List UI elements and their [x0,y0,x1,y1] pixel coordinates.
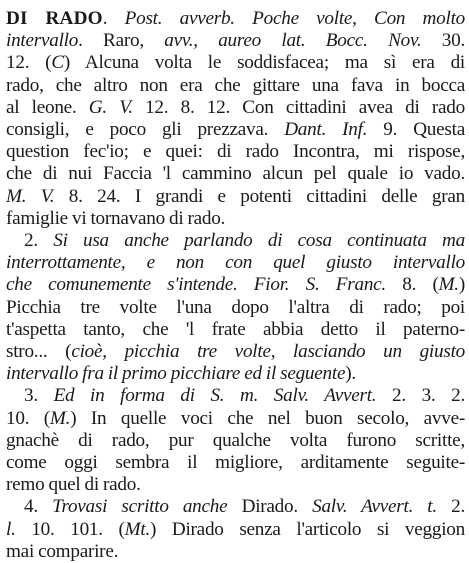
text-segment: stro... ( [6,341,72,363]
italic-segment: intervallo [6,30,79,52]
headword: DI RADO [6,8,103,29]
text-segment: remo quel di rado. [6,474,141,496]
text-line [6,541,465,563]
text-segment: 8. 24. I grandi e potenti cittadini delle gran [54,185,465,207]
text-segment: 12. ( [6,52,52,74]
text-line [6,341,465,363]
italic-segment: Post. avverb. Poche volte, Con molto [124,8,466,29]
italic-segment: che comunemente s'intende. Fior. S. Franc. [6,274,386,296]
text-line [6,141,465,163]
italic-segment: M. [49,407,71,429]
text-segment: 4. [24,496,53,518]
text-line [6,8,465,30]
italic-segment: l. [6,518,16,540]
text-line [6,430,465,452]
italic-segment: G. V. [88,96,133,118]
italic-segment: C [51,52,64,74]
text-line [6,75,465,97]
italic-segment: Ed in forma di S. m. Salv. Avvert. [53,385,377,407]
text-segment: ) Alcuna volta le soddisfacea; ma sì era di [63,52,465,74]
text-segment: question fec'io; e quei: di rado Incontra, mi rispose, [6,141,465,163]
italic-segment: intervallo fra il primo picchiare ed il seguente [6,363,346,385]
italic-segment: Dant. Inf. [284,119,368,141]
italic-segment: M. V. [6,185,55,207]
text-line [6,385,465,407]
text-segment: . Raro, [78,30,165,52]
text-line [6,252,465,274]
italic-segment: interrottamente, e non con quel giusto intervallo [6,252,465,274]
text-segment: . [102,8,125,29]
text-segment: al leone. [6,96,89,118]
text-segment: Picchia tre volte l'una dopo l'altra di rado; poi [6,296,465,318]
text-line [6,408,465,430]
text-segment: come oggi sembra il migliore, arditamente seguite- [6,452,465,474]
text-segment: 12. 8. 12. Con cittadini avea di rado [132,96,465,118]
text-segment: 10. 101. ( [15,518,125,540]
text-segment: 9. Questa [367,119,465,141]
text-segment: ). [345,363,356,385]
italic-segment: Mt. [124,518,151,540]
text-line [6,52,465,74]
text-segment: 2. [24,230,54,252]
text-segment: 2. [436,496,466,518]
text-segment: 10. ( [6,407,50,429]
text-segment: ) Dirado senza l'articolo si veggion [150,518,465,540]
italic-segment: Trovasi scritto anche [52,496,228,518]
text-segment: 2. 3. 2. [376,385,466,407]
text-line [6,496,465,518]
text-line [6,119,465,141]
italic-segment: Si usa anche parlando di cosa continuata ma [53,230,465,252]
text-line [6,452,465,474]
text-segment: gnachè di rado, pur qualche volta furono scritte, [6,429,465,451]
text-line [6,208,465,230]
italic-segment: cioè, picchia tre volte, lasciando un giusto [71,341,465,363]
text-segment: mai comparire. [6,540,119,562]
text-line [6,163,465,185]
text-segment: 8. ( [385,274,439,296]
text-segment: ) In quelle voci che nel buon secolo, avve- [70,407,465,429]
text-segment: ) [458,274,465,296]
text-line [6,274,465,296]
text-segment: 3. [24,385,54,407]
text-segment: che di nui Faccia 'l cammino alcun pel quale io vado. [6,163,465,185]
text-segment: t'aspetta tanto, che 'l frate abbia detto il paterno- [6,318,465,340]
text-line [6,319,465,341]
italic-segment: Salv. Avvert. t. [312,496,437,518]
text-line [6,30,465,52]
italic-segment: avv., aureo lat. Bocc. Nov. [164,30,422,52]
text-line [6,186,465,208]
text-segment: Dirado. [227,496,313,518]
italic-segment: M. [438,274,459,296]
text-line [6,474,465,496]
text-line [6,97,465,119]
text-segment: famiglie vi tornavano di rado. [6,207,226,229]
text-line [6,297,465,319]
text-segment: rado, che altro non era che gittare una fava in bocca [6,74,465,96]
text-line [6,230,465,252]
text-line [6,363,465,385]
text-line [6,519,465,541]
text-segment: 30. [421,30,465,52]
text-segment: consigli, e poco gli prezzava. [6,119,285,141]
